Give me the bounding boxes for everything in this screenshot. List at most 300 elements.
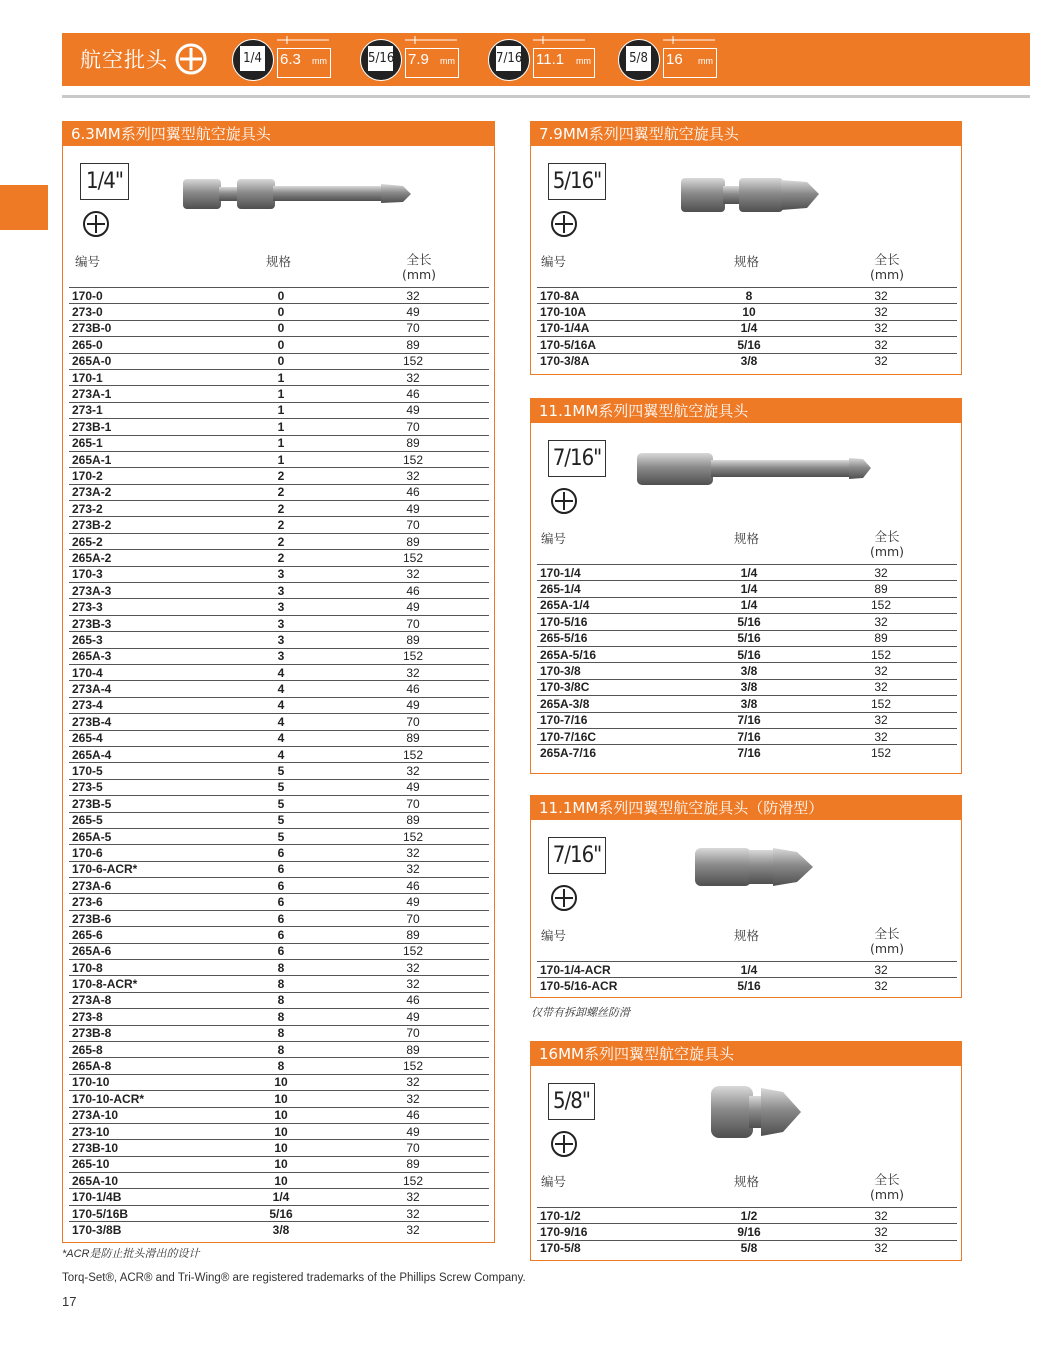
cell-code: 273-1 [69,402,225,418]
cell-code: 170-1/4-ACR [537,962,693,978]
table-row [69,615,489,631]
cell-length: 32 [337,976,489,992]
cell-spec: 10 [225,1123,337,1139]
cell-spec: 3 [225,583,337,599]
table-row [69,992,489,1008]
table-row [537,288,957,304]
cell-spec: 5/16 [693,978,805,994]
cell-code: 273A-1 [69,386,225,402]
cell-spec: 5 [225,812,337,828]
table-row [69,976,489,992]
col-header-spec: 规格 [734,928,760,943]
table-row [69,484,489,500]
cell-code: 170-5/16B [69,1205,225,1221]
cell-code: 265-1 [69,435,225,451]
cell-code: 273A-3 [69,583,225,599]
cell-length: 32 [805,320,957,336]
table-row [69,468,489,484]
cell-code: 265-8 [69,1041,225,1057]
cell-code: 265-6 [69,927,225,943]
size-badge-mm: 7.9 [408,51,429,68]
cell-spec: 6 [225,845,337,861]
table-row [537,728,957,744]
cell-code: 170-3/8 [537,663,693,679]
size-badge-mm: 16 [666,51,683,68]
cell-spec: 3 [225,615,337,631]
cell-code: 273A-4 [69,681,225,697]
cell-length: 32 [337,763,489,779]
cell-length: 32 [805,962,957,978]
cell-code: 273-8 [69,1009,225,1025]
table-row [69,828,489,844]
cell-length: 32 [337,566,489,582]
cell-length: 32 [805,1240,957,1256]
cell-length: 32 [805,565,957,581]
table-row [69,812,489,828]
cell-spec: 8 [225,992,337,1008]
table-row [69,1091,489,1107]
cell-code: 273-4 [69,697,225,713]
cell-length: 89 [337,435,489,451]
table-row [69,697,489,713]
cell-length: 32 [337,1205,489,1221]
table-row [537,565,957,581]
screwdriver-bit-image [709,1082,805,1142]
table-row [537,696,957,712]
cell-spec: 1/4 [693,962,805,978]
screwdriver-bit-image [693,842,817,892]
size-badge-mm: 11.1 [536,51,565,68]
cell-code: 273B-6 [69,910,225,926]
table-row [69,1156,489,1172]
cell-length: 70 [337,517,489,533]
cell-length: 32 [805,728,957,744]
cell-spec: 4 [225,730,337,746]
cell-code: 265A-1 [69,451,225,467]
cell-code: 170-1/4 [537,565,693,581]
cell-length: 46 [337,386,489,402]
table-row [537,353,957,369]
spec-table [537,564,957,761]
table-row [69,746,489,762]
cell-length: 89 [337,1041,489,1057]
cell-code: 170-5 [69,763,225,779]
cell-length: 152 [805,597,957,613]
cell-spec: 5/16 [693,630,805,646]
table-row [537,304,957,320]
cell-code: 273B-5 [69,796,225,812]
cell-length: 49 [337,599,489,615]
table-row [537,712,957,728]
cell-code: 273A-8 [69,992,225,1008]
cell-length: 89 [805,581,957,597]
cell-spec: 1/4 [225,1189,337,1205]
cell-spec: 2 [225,501,337,517]
cell-spec: 1 [225,402,337,418]
cell-spec: 6 [225,878,337,894]
cell-spec: 8 [693,288,805,304]
cell-spec: 1/4 [693,320,805,336]
cell-length: 32 [805,337,957,353]
cell-spec: 8 [225,960,337,976]
cell-spec: 8 [225,1009,337,1025]
size-label: 1/4" [80,163,129,200]
table-row [69,943,489,959]
cell-length: 32 [805,1224,957,1240]
cell-spec: 3/8 [693,353,805,369]
cell-spec: 10 [225,1091,337,1107]
cell-spec: 5 [225,779,337,795]
cell-code: 170-8 [69,960,225,976]
table-row [69,451,489,467]
table-row [69,517,489,533]
cell-code: 265-10 [69,1156,225,1172]
col-header-length: 全长 (mm) [869,529,905,559]
cell-length: 152 [337,943,489,959]
cell-code: 170-1/4B [69,1189,225,1205]
cell-code: 273B-2 [69,517,225,533]
cell-length: 89 [337,812,489,828]
page-title: 航空批头 [80,48,168,72]
col-header-code: 编号 [541,254,567,269]
cell-code: 273B-3 [69,615,225,631]
cell-spec: 1 [225,435,337,451]
cell-spec: 3 [225,632,337,648]
cell-length: 46 [337,992,489,1008]
table-row [537,337,957,353]
cell-spec: 8 [225,1041,337,1057]
cell-spec: 2 [225,468,337,484]
cell-length: 32 [805,353,957,369]
cell-length: 152 [805,646,957,662]
cell-length: 49 [337,1009,489,1025]
table-row [69,894,489,910]
cell-spec: 7/16 [693,728,805,744]
cell-code: 273-3 [69,599,225,615]
spec-table [537,1207,957,1256]
cell-spec: 5/16 [693,337,805,353]
cell-spec: 7/16 [693,712,805,728]
cell-spec: 3/8 [693,663,805,679]
panel-title: 16MM系列四翼型航空旋具头 [531,1042,961,1066]
table-row [69,845,489,861]
cell-code: 273A-10 [69,1107,225,1123]
table-row [69,337,489,353]
cell-length: 70 [337,1140,489,1156]
table-row [537,320,957,336]
table-row [69,288,489,304]
cell-length: 70 [337,1025,489,1041]
cell-spec: 6 [225,861,337,877]
cell-code: 170-6-ACR* [69,861,225,877]
cell-length: 89 [337,730,489,746]
cell-spec: 2 [225,550,337,566]
cell-length: 32 [805,712,957,728]
cell-code: 273-6 [69,894,225,910]
size-label: 5/16" [548,163,606,200]
cell-length: 32 [805,614,957,630]
cell-spec: 1/4 [693,565,805,581]
table-row [537,630,957,646]
cell-length: 49 [337,402,489,418]
table-row [537,962,957,978]
cell-spec: 5 [225,763,337,779]
cell-length: 46 [337,484,489,500]
table-row [537,597,957,613]
panel-6-3mm [62,121,495,1243]
cell-length: 32 [337,1074,489,1090]
cell-code: 170-8-ACR* [69,976,225,992]
table-row [69,779,489,795]
table-row [69,763,489,779]
cell-spec: 1 [225,451,337,467]
table-row [537,646,957,662]
cell-spec: 8 [225,1025,337,1041]
cell-spec: 10 [225,1156,337,1172]
col-header-spec: 规格 [734,1174,760,1189]
cell-length: 152 [337,1173,489,1189]
col-header-length: 全长 (mm) [869,252,905,282]
page-number: 17 [62,1294,77,1309]
cell-code: 170-0 [69,288,225,304]
cell-length: 70 [337,615,489,631]
cell-length: 32 [337,468,489,484]
panel-title: 7.9MM系列四翼型航空旋具头 [531,122,961,146]
cell-spec: 3 [225,648,337,664]
table-row [69,1025,489,1041]
cell-spec: 5/8 [693,1240,805,1256]
cell-length: 70 [337,419,489,435]
cell-spec: 10 [225,1107,337,1123]
cell-code: 170-1 [69,369,225,385]
cell-code: 170-1/4A [537,320,693,336]
cell-length: 152 [337,1058,489,1074]
cell-length: 89 [337,533,489,549]
table-row [69,960,489,976]
table-row [69,796,489,812]
cell-spec: 4 [225,664,337,680]
cell-spec: 5/16 [225,1205,337,1221]
cell-spec: 10 [225,1173,337,1189]
cell-spec: 3 [225,566,337,582]
cell-length: 70 [337,714,489,730]
cell-code: 170-7/16C [537,728,693,744]
col-header-code: 编号 [541,1174,567,1189]
cell-spec: 1/4 [693,597,805,613]
cell-spec: 2 [225,484,337,500]
cell-length: 70 [337,910,489,926]
screwdriver-bit-image [181,174,417,216]
table-row [69,861,489,877]
size-badge-mm: 6.3 [280,51,301,68]
table-row [69,369,489,385]
table-row [69,910,489,926]
cell-spec: 6 [225,894,337,910]
cell-code: 265A-5/16 [537,646,693,662]
cell-length: 32 [337,845,489,861]
phillips-plus-icon [549,209,579,239]
trademark-notice: Torq-Set®, ACR® and Tri-Wing® are registered trademarks of the Phillips Screw Company. [62,1272,526,1284]
phillips-plus-icon [549,883,579,913]
table-row [69,419,489,435]
cell-code: 265-2 [69,533,225,549]
cell-length: 32 [337,1189,489,1205]
col-header-spec: 规格 [734,254,760,269]
cell-length: 32 [337,369,489,385]
cell-spec: 8 [225,976,337,992]
table-row [537,1208,957,1224]
cell-code: 265A-1/4 [537,597,693,613]
side-tab-marker [0,185,48,230]
cell-spec: 10 [693,304,805,320]
table-row [69,501,489,517]
cell-code: 265A-7/16 [537,745,693,761]
cell-code: 265A-2 [69,550,225,566]
table-row [69,878,489,894]
cell-code: 170-8A [537,288,693,304]
cell-length: 70 [337,796,489,812]
cell-code: 265A-4 [69,746,225,762]
table-row [69,1140,489,1156]
phillips-plus-icon [81,209,111,239]
cell-spec: 5/16 [693,646,805,662]
table-row [69,1189,489,1205]
cell-length: 32 [337,288,489,304]
cell-spec: 1 [225,419,337,435]
cell-code: 273-0 [69,304,225,320]
cell-length: 32 [805,288,957,304]
cell-length: 49 [337,779,489,795]
panel-title: 11.1MM系列四翼型航空旋具头（防滑型） [531,796,961,820]
cell-spec: 3 [225,599,337,615]
cell-length: 46 [337,583,489,599]
cell-spec: 2 [225,533,337,549]
cell-spec: 4 [225,746,337,762]
table-row [69,599,489,615]
cell-spec: 0 [225,353,337,369]
table-row [69,402,489,418]
cell-code: 170-9/16 [537,1224,693,1240]
header-banner: 航空批头 1/4 6.3 mm 5/16 7.9 mm 7/16 11.1 mm 5/8 16 mm [62,33,1030,86]
cell-length: 152 [337,451,489,467]
table-row [69,1222,489,1238]
cell-spec: 4 [225,714,337,730]
table-row [537,679,957,695]
cell-length: 49 [337,1123,489,1139]
size-label: 7/16" [548,440,606,477]
cell-length: 32 [805,679,957,695]
cell-code: 273B-4 [69,714,225,730]
size-badge-fraction: 5/8 [626,46,651,71]
table-row [537,614,957,630]
cell-length: 152 [337,828,489,844]
cell-spec: 1 [225,386,337,402]
cell-spec: 4 [225,681,337,697]
table-row [69,714,489,730]
cell-spec: 0 [225,288,337,304]
table-row [69,533,489,549]
col-header-length: 全长 (mm) [869,1172,905,1202]
table-row [69,648,489,664]
cell-code: 170-5/16 [537,614,693,630]
table-row [69,583,489,599]
cell-code: 273-5 [69,779,225,795]
cell-code: 170-3/8A [537,353,693,369]
cell-length: 32 [805,1208,957,1224]
cell-length: 70 [337,320,489,336]
cell-code: 170-2 [69,468,225,484]
cell-code: 170-3/8C [537,679,693,695]
cell-spec: 6 [225,927,337,943]
phillips-plus-icon [174,42,208,76]
size-badge-fraction: 7/16 [496,46,521,71]
cell-code: 170-10 [69,1074,225,1090]
cell-length: 49 [337,501,489,517]
cell-length: 152 [337,550,489,566]
panel-11-1mm-anti-slip [530,795,962,998]
table-row [69,353,489,369]
cell-length: 89 [805,630,957,646]
panel-16mm [530,1041,962,1261]
table-row [69,550,489,566]
cell-length: 49 [337,697,489,713]
table-row [69,632,489,648]
table-row [537,1224,957,1240]
table-row [69,927,489,943]
cell-code: 265A-10 [69,1173,225,1189]
spec-table [537,287,957,369]
cell-code: 170-10-ACR* [69,1091,225,1107]
cell-code: 170-10A [537,304,693,320]
col-header-spec: 规格 [266,254,292,269]
table-row [69,1205,489,1221]
anti-slip-note: 仅带有拆卸螺丝防滑 [531,1007,630,1019]
cell-code: 170-5/16A [537,337,693,353]
spec-table [69,287,489,1238]
cell-code: 273A-6 [69,878,225,894]
table-row [69,1173,489,1189]
cell-length: 32 [337,1222,489,1238]
cell-code: 265A-0 [69,353,225,369]
cell-code: 170-5/8 [537,1240,693,1256]
cell-length: 152 [337,648,489,664]
table-row [537,978,957,994]
table-row [537,745,957,761]
table-row [69,1107,489,1123]
cell-spec: 1 [225,369,337,385]
cell-spec: 3/8 [693,679,805,695]
table-row [537,663,957,679]
table-row [69,664,489,680]
table-row [69,435,489,451]
cell-code: 170-6 [69,845,225,861]
size-label: 5/8" [548,1083,595,1120]
cell-code: 265-1/4 [537,581,693,597]
cell-code: 273B-8 [69,1025,225,1041]
cell-code: 265-5 [69,812,225,828]
panel-11-1mm [530,398,962,774]
cell-code: 265-3 [69,632,225,648]
cell-code: 273B-1 [69,419,225,435]
cell-spec: 10 [225,1140,337,1156]
cell-code: 265A-5 [69,828,225,844]
table-row [69,304,489,320]
cell-code: 170-4 [69,664,225,680]
cell-code: 265-0 [69,337,225,353]
cell-spec: 3/8 [225,1222,337,1238]
cell-spec: 6 [225,910,337,926]
spec-table [537,961,957,994]
